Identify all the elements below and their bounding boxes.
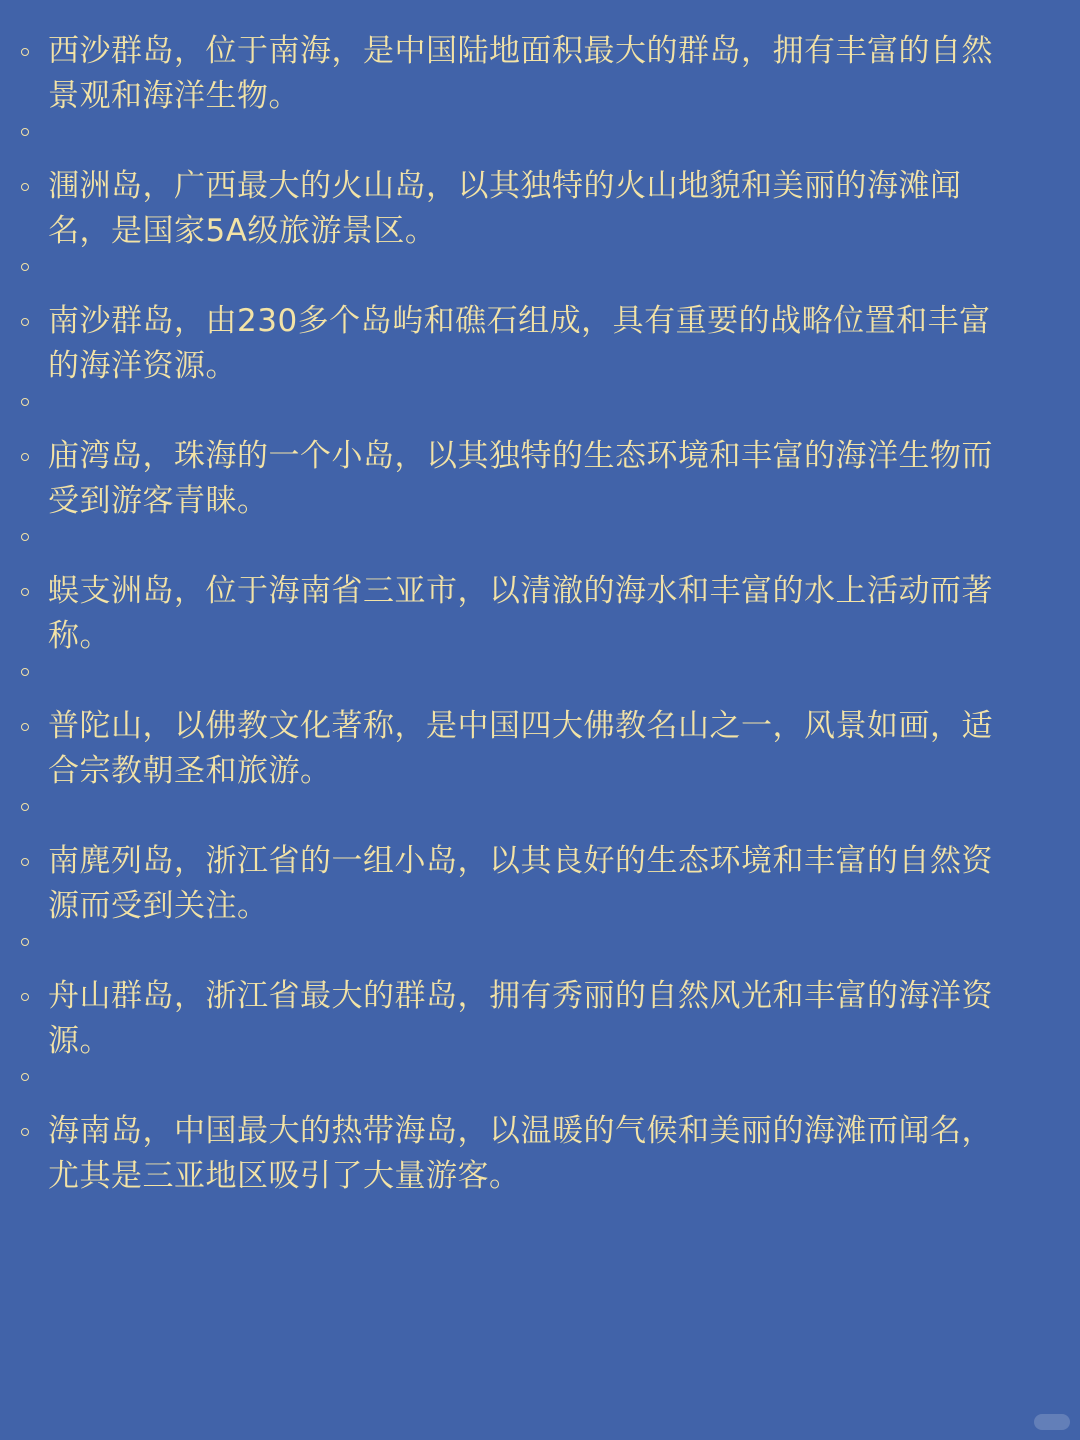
list-item-text: 海南岛，中国最大的热带海岛，以温暖的气候和美丽的海滩而闻名，尤其是三亚地区吸引了大量游客。 xyxy=(48,1113,993,1194)
hollow-circle-bullet-icon xyxy=(21,1128,29,1136)
hollow-circle-bullet-icon xyxy=(21,588,29,596)
hollow-circle-bullet-icon xyxy=(21,1073,29,1081)
empty-list-item xyxy=(0,389,1080,434)
empty-list-item xyxy=(0,254,1080,299)
hollow-circle-bullet-icon xyxy=(21,533,29,541)
hollow-circle-bullet-icon xyxy=(21,938,29,946)
list-item-text: 蜈支洲岛，位于海南省三亚市，以清澈的海水和丰富的水上活动而著称。 xyxy=(48,573,993,654)
hollow-circle-bullet-icon xyxy=(21,803,29,811)
watermark-logo xyxy=(1034,1414,1070,1430)
list-item xyxy=(0,974,1080,1064)
hollow-circle-bullet-icon xyxy=(21,398,29,406)
hollow-circle-bullet-icon xyxy=(21,723,29,731)
hollow-circle-bullet-icon xyxy=(21,453,29,461)
list-item-text: 西沙群岛，位于南海，是中国陆地面积最大的群岛，拥有丰富的自然景观和海洋生物。 xyxy=(48,33,993,114)
hollow-circle-bullet-icon xyxy=(21,993,29,1001)
list-item-text: 庙湾岛，珠海的一个小岛，以其独特的生态环境和丰富的海洋生物而受到游客青睐。 xyxy=(48,438,993,519)
list-item xyxy=(0,1109,1080,1199)
list-item xyxy=(0,839,1080,929)
list-item-text: 普陀山，以佛教文化著称，是中国四大佛教名山之一，风景如画，适合宗教朝圣和旅游。 xyxy=(48,708,993,789)
hollow-circle-bullet-icon xyxy=(21,48,29,56)
hollow-circle-bullet-icon xyxy=(21,183,29,191)
list-item xyxy=(0,569,1080,659)
list-item-text: 舟山群岛，浙江省最大的群岛，拥有秀丽的自然风光和丰富的海洋资源。 xyxy=(48,978,993,1059)
list-item-text: 南沙群岛，由230多个岛屿和礁石组成，具有重要的战略位置和丰富的海洋资源。 xyxy=(48,303,991,384)
empty-list-item xyxy=(0,659,1080,704)
empty-list-item xyxy=(0,524,1080,569)
island-list xyxy=(0,29,1080,1199)
list-item xyxy=(0,164,1080,254)
empty-list-item xyxy=(0,1064,1080,1109)
hollow-circle-bullet-icon xyxy=(21,263,29,271)
list-item-text: 南麂列岛，浙江省的一组小岛，以其良好的生态环境和丰富的自然资源而受到关注。 xyxy=(48,843,993,924)
list-item xyxy=(0,434,1080,524)
list-item xyxy=(0,29,1080,119)
empty-list-item xyxy=(0,119,1080,164)
empty-list-item xyxy=(0,929,1080,974)
hollow-circle-bullet-icon xyxy=(21,858,29,866)
empty-list-item xyxy=(0,794,1080,839)
list-item-text: 涠洲岛，广西最大的火山岛，以其独特的火山地貌和美丽的海滩闻名，是国家5A级旅游景区。 xyxy=(48,168,962,249)
list-item xyxy=(0,299,1080,389)
hollow-circle-bullet-icon xyxy=(21,668,29,676)
hollow-circle-bullet-icon xyxy=(21,128,29,136)
hollow-circle-bullet-icon xyxy=(21,318,29,326)
list-item xyxy=(0,704,1080,794)
